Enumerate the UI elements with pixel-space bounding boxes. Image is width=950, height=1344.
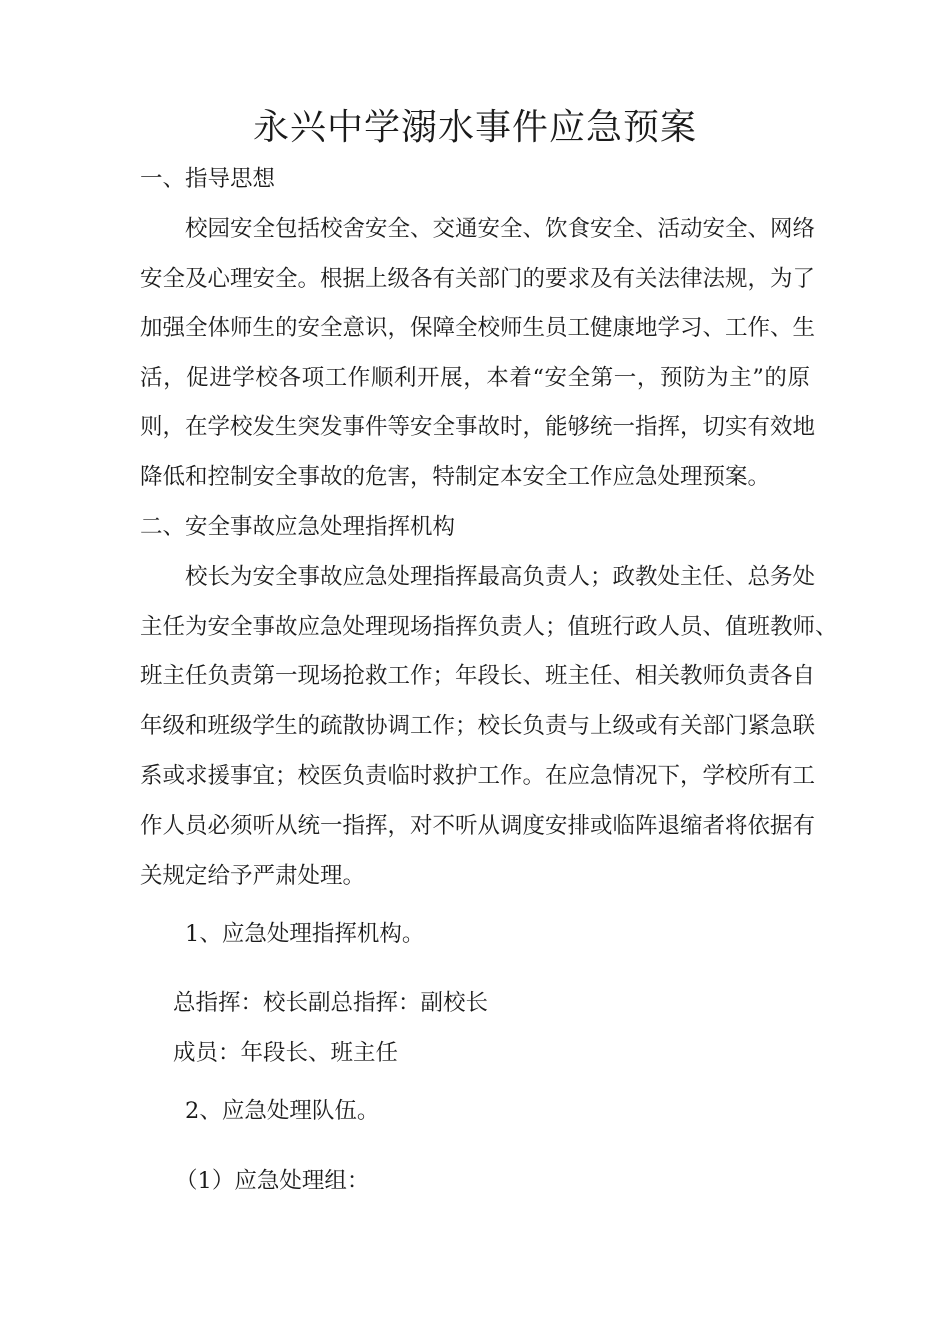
paragraph-line: 活，促进学校各项工作顺利开展，本着“安全第一，预防为主”的原 [140,365,810,391]
section-heading: 一、指导思想 [140,166,276,192]
command-line: 总指挥：校长副总指挥：副校长 [173,990,489,1016]
paragraph-line: 校园安全包括校舍安全、交通安全、饮食安全、活动安全、网络 [185,216,816,242]
paragraph-line: 则，在学校发生突发事件等安全事故时，能够统一指挥，切实有效地 [140,414,816,440]
paragraph-line: 年级和班级学生的疏散协调工作；校长负责与上级或有关部门紧急联 [140,713,816,739]
paragraph-line: 班主任负责第一现场抢救工作；年段长、班主任、相关教师负责各自 [140,663,816,689]
subsection-heading: 2、应急处理队伍。 [185,1098,380,1124]
section-heading: 二、安全事故应急处理指挥机构 [140,514,456,540]
paragraph-line: 降低和控制安全事故的危害，特制定本安全工作应急处理预案。 [140,464,771,490]
paragraph-line: 系或求援事宜；校医负责临时救护工作。在应急情况下，学校所有工 [140,763,816,789]
document-title: 永兴中学溺水事件应急预案 [252,107,697,148]
subsection-heading: （1）应急处理组： [175,1168,370,1194]
paragraph-line: 作人员必须听从统一指挥，对不听从调度安排或临阵退缩者将依据有 [140,813,816,839]
members-line: 成员：年段长、班主任 [173,1040,399,1066]
paragraph-line: 校长为安全事故应急处理指挥最高负责人；政教处主任、总务处 [185,564,816,590]
paragraph-line: 关规定给予严肃处理。 [140,863,366,889]
paragraph-line: 主任为安全事故应急处理现场指挥负责人；值班行政人员、值班教师、 [140,614,838,640]
paragraph-line: 加强全体师生的安全意识，保障全校师生员工健康地学习、工作、生 [140,315,816,341]
subsection-heading: 1、应急处理指挥机构。 [185,921,425,947]
paragraph-line: 安全及心理安全。根据上级各有关部门的要求及有关法律法规，为了 [140,266,816,292]
